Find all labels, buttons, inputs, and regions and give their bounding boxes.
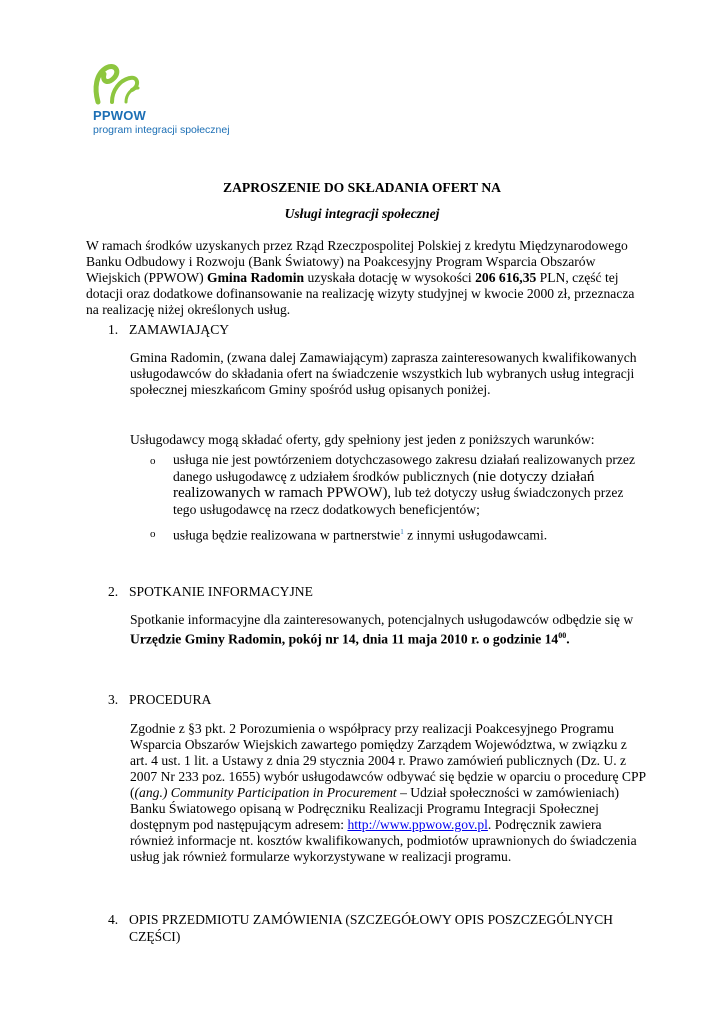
section-number: 2. — [108, 584, 119, 599]
section-3-heading — [108, 692, 211, 708]
section-number: 4. — [108, 912, 119, 927]
conditions-intro: Usługodawcy mogą składać oferty, gdy spełniony jest jeden z poniższych warunków: — [130, 432, 595, 447]
intro-line-3 — [86, 270, 619, 286]
procedure-line-cpp — [130, 785, 619, 801]
section-1-heading — [108, 322, 229, 338]
procedure-line: art. 4 ust. 1 lit. a Ustawy z dnia 29 stycznia 2004 r. Prawo zamówień publicznych (Dz. U. z — [130, 753, 627, 768]
bullet-1-line — [173, 485, 643, 502]
intro-text: PLN, część tej — [536, 270, 619, 285]
section-title: SPOTKANIE INFORMACYJNE — [129, 584, 313, 599]
meeting-end: . — [566, 631, 570, 647]
intro-line-2: Banku Odbudowy i Rozwoju (Bank Światowy) na Poakcesyjny Program Wsparcia Obszarów — [86, 254, 596, 269]
bullet-1-text: danego usługodawcę z udziałem środków publicznych — [173, 468, 473, 484]
bullet-1-emphasis: (nie dotyczy działań — [472, 468, 595, 485]
intro-text: Wiejskich (PPWOW) — [86, 270, 208, 285]
procedure-line: 2007 Nr 233 poz. 1655) wybór usługodawców odbywać się będzie w oparciu o procedurę CPP — [130, 769, 647, 784]
procedure-line: Wsparcia Obszarów Wiejskich zawartego pomiędzy Zarządem Województwa, w związku z — [130, 737, 627, 752]
meeting-place-date: Urzędzie Gminy Radomin, pokój nr 14, dnia 11 maja 2010 r. o godzinie 14 — [130, 631, 559, 647]
ppwow-website-link[interactable]: http://www.ppwow.gov.pl — [347, 817, 488, 832]
procedure-text: – Udział społeczności w zamówieniach) — [396, 785, 620, 800]
procedure-text: dostępnym pod następującym adresem: — [130, 817, 348, 832]
bullet-1-emphasis: realizowanych w ramach PPWOW) — [173, 485, 388, 501]
bullet-1-text: , lub też dotyczy usług świadczonych przez — [387, 485, 624, 500]
section-1-para-line: usługodawców do składania ofert na świadczenie wszystkich lub wybranych usług integracji — [130, 366, 635, 381]
intro-amount: 206 616,35 — [475, 270, 537, 285]
intro-line-1: W ramach środków uzyskanych przez Rząd Rzeczpospolitej Polskiej z kredytu Międzynarodowego — [86, 238, 628, 253]
section-title: PROCEDURA — [129, 692, 212, 707]
footnote-ref[interactable]: 1 — [400, 528, 404, 536]
bullet-2-text: usługa będzie realizowana w partnerstwie — [173, 527, 401, 543]
document-subtitle: Usługi integracji społecznej — [284, 206, 440, 221]
section-2-heading — [108, 584, 313, 600]
ppwow-logo — [90, 62, 230, 142]
meeting-line-2 — [130, 628, 570, 648]
intro-text: uzyskała dotację w wysokości — [304, 270, 476, 285]
procedure-line: usług jak również formularze wykorzystywane w realizacji programu. — [130, 849, 512, 864]
bullet-marker: o — [150, 455, 156, 467]
logo-tagline: program integracji społecznej — [93, 124, 230, 136]
section-number: 3. — [108, 692, 119, 707]
section-title-cont: CZĘŚCI) — [129, 928, 181, 944]
section-4-heading — [108, 912, 628, 945]
procedure-line: również informacje nt. kosztów kwalifikowanych, podmiotów uprawnionych do świadczenia — [130, 833, 637, 848]
bullet-1-line — [173, 469, 643, 486]
bullet-2 — [173, 524, 643, 544]
meeting-minutes: 00 — [558, 631, 567, 640]
bullet-2-text: z innymi usługodawcami. — [403, 527, 548, 543]
procedure-line: Zgodnie z §3 pkt. 2 Porozumienia o współpracy przy realizacji Poakcesyjnego Programu — [130, 721, 614, 736]
intro-line-5: na realizację niżej określonych usług. — [86, 302, 291, 317]
bullet-1-line: tego usługodawcę na rzecz dodatkowych beneficjentów; — [173, 501, 480, 517]
procedure-line-link — [130, 817, 602, 833]
logo-swirl-icon — [90, 62, 230, 112]
procedure-line: Banku Światowego opisaną w Podręczniku Realizacji Programu Integracji Społecznej — [130, 801, 599, 816]
section-title: OPIS PRZEDMIOTU ZAMÓWIENIA (SZCZEGÓŁOWY OPIS POSZCZEGÓLNYCH — [129, 912, 613, 927]
logo-name: PPWOW — [93, 108, 146, 123]
section-1-para-line: Gmina Radomin, (zwana dalej Zamawiającym) zaprasza zainteresowanych kwalifikowanych — [130, 350, 637, 365]
procedure-text: ( — [130, 785, 135, 800]
bullet-1 — [173, 452, 643, 518]
bullet-marker: o — [150, 528, 156, 540]
procedure-text: . Podręcznik zawiera — [487, 817, 602, 832]
section-1-para-line: społecznej mieszkańcom Gminy spośród usług opisanych poniżej. — [130, 382, 491, 397]
intro-line-4: dotacji oraz dodatkowe dofinansowanie na realizację wizyty studyjnej w kwocie 2000 zł, przeznacza — [86, 286, 635, 301]
section-number: 1. — [108, 322, 119, 337]
section-title: ZAMAWIAJĄCY — [129, 322, 230, 337]
meeting-line-1: Spotkanie informacyjne dla zainteresowanych, potencjalnych usługodawców odbędzie się w — [130, 612, 634, 627]
intro-gmina: Gmina Radomin — [207, 270, 305, 285]
bullet-1-line: usługa nie jest powtórzeniem dotychczasowego zakresu działań realizowanych przez — [173, 452, 635, 467]
document-title: ZAPROSZENIE DO SKŁADANIA OFERT NA — [223, 180, 501, 195]
procedure-cpp-term: (ang.) Community Participation in Procurement — [134, 785, 397, 800]
